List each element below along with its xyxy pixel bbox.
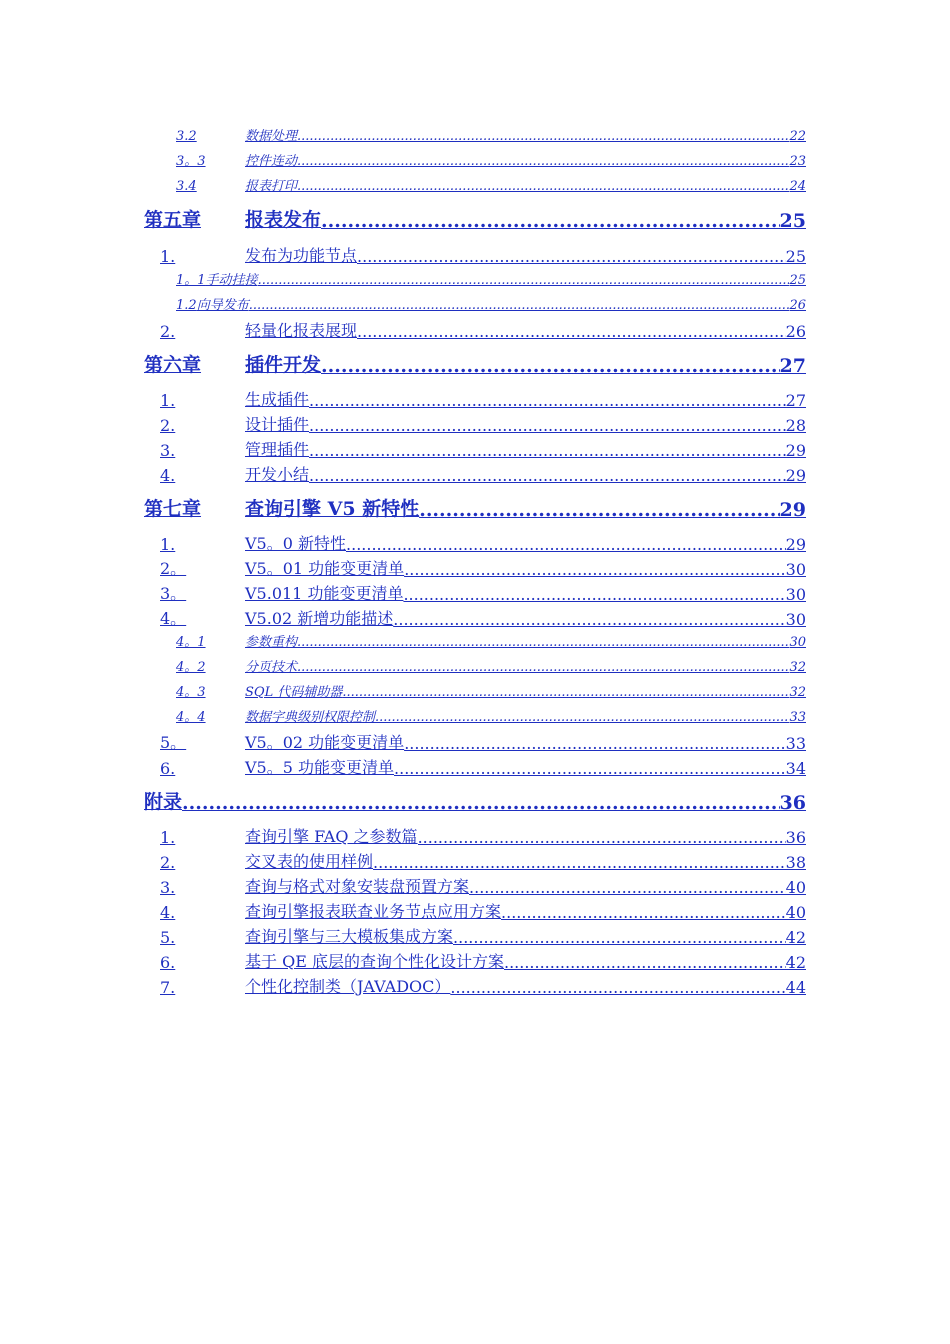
toc-entry-number: 6. <box>160 759 176 778</box>
toc-dot-leader <box>357 322 786 341</box>
toc-entry-page-number: 32 <box>789 685 806 700</box>
toc-entry-number: 2. <box>160 853 176 872</box>
toc-entry-number: 3.4 <box>176 179 197 194</box>
toc-entry[interactable] <box>144 790 806 814</box>
toc-dot-leader <box>342 685 789 700</box>
toc-dot-leader <box>309 441 786 460</box>
toc-dot-leader <box>418 828 786 847</box>
toc-entry-number: 1. <box>160 391 176 410</box>
toc-dot-leader <box>375 710 789 725</box>
toc-entry-number: 3. <box>160 441 176 460</box>
toc-dot-leader <box>393 610 785 629</box>
toc-dot-leader <box>309 391 786 410</box>
toc-entry-title: 设计插件 <box>245 415 310 434</box>
toc-entry-title: 交叉表的使用样例 <box>245 852 374 871</box>
toc-entry-page-number: 36 <box>779 792 806 814</box>
toc-dot-leader <box>258 273 790 288</box>
toc-entry-page-number: 29 <box>785 441 806 460</box>
toc-dot-leader <box>357 247 786 266</box>
toc-entry-number: 2. <box>160 416 176 435</box>
toc-entry-title: 查询与格式对象安装盘预置方案 <box>245 877 470 896</box>
toc-entry-number: 4. <box>160 466 176 485</box>
toc-entry-title: 查询引擎与三大模板集成方案 <box>245 927 454 946</box>
toc-entry-title: 手动挂接 <box>205 273 258 288</box>
toc-entry-number: 4。1 <box>176 635 206 650</box>
toc-dot-leader <box>309 416 786 435</box>
toc-entry-number: 2. <box>160 322 176 341</box>
toc-dot-leader <box>297 660 789 675</box>
toc-entry-number: 5。 <box>160 733 187 752</box>
toc-entry[interactable] <box>160 609 806 629</box>
toc-entry-number: 7. <box>160 978 176 997</box>
toc-entry[interactable] <box>144 353 806 377</box>
toc-entry[interactable] <box>176 271 806 288</box>
toc-entry-page-number: 44 <box>785 978 806 997</box>
toc-entry[interactable] <box>160 733 806 753</box>
toc-entry-page-number: 24 <box>789 179 806 194</box>
toc-entry[interactable] <box>160 559 806 579</box>
toc-entry-title: V5.011 功能变更清单 <box>245 584 404 603</box>
toc-entry-number: 第六章 <box>144 354 202 376</box>
toc-entry-title: 向导发布 <box>196 298 249 313</box>
toc-entry-page-number: 25 <box>785 247 806 266</box>
toc-entry[interactable] <box>176 708 806 725</box>
toc-entry[interactable] <box>176 658 806 675</box>
toc-entry[interactable] <box>160 902 806 922</box>
toc-entry-page-number: 30 <box>785 560 806 579</box>
toc-entry-page-number: 26 <box>789 298 806 313</box>
toc-entry-number: 第七章 <box>144 498 202 520</box>
toc-entry-page-number: 40 <box>785 903 806 922</box>
toc-dot-leader <box>469 878 786 897</box>
toc-entry[interactable] <box>160 827 806 847</box>
toc-entry-title: 开发小结 <box>245 465 310 484</box>
toc-entry-title: 查询引擎报表联查业务节点应用方案 <box>245 902 502 921</box>
toc-entry-title: V5。02 功能变更清单 <box>245 733 405 752</box>
toc-entry-title: 生成插件 <box>245 390 310 409</box>
toc-entry-number: 4。4 <box>176 710 206 725</box>
toc-entry-title: 查询引擎 FAQ 之参数篇 <box>245 827 418 846</box>
toc-dot-leader <box>309 466 786 485</box>
toc-entry[interactable] <box>176 177 806 194</box>
toc-entry-page-number: 23 <box>789 154 806 169</box>
toc-entry-number: 6. <box>160 953 176 972</box>
toc-entry-page-number: 34 <box>785 759 806 778</box>
toc-entry-page-number: 36 <box>785 828 806 847</box>
toc-entry-title: V5。5 功能变更清单 <box>245 758 395 777</box>
toc-entry-page-number: 33 <box>785 734 806 753</box>
toc-entry-number: 4. <box>160 903 176 922</box>
toc-dot-leader <box>297 635 789 650</box>
toc-entry-number: 1。1 <box>176 273 206 288</box>
toc-entry-title: 插件开发 <box>245 354 322 376</box>
toc-entry[interactable] <box>160 952 806 972</box>
toc-dot-leader <box>297 179 789 194</box>
toc-entry-number: 1. <box>160 247 176 266</box>
toc-entry[interactable] <box>160 246 806 266</box>
toc-entry[interactable] <box>160 534 806 554</box>
toc-entry[interactable] <box>176 296 806 313</box>
toc-dot-leader <box>504 953 786 972</box>
toc-entry-title: 附录 <box>144 791 183 813</box>
toc-entry-page-number: 25 <box>779 210 806 232</box>
toc-entry-title: 分页技术 <box>245 660 298 675</box>
toc-entry-title: 参数重构 <box>245 635 298 650</box>
toc-entry-title: V5.02 新增功能描述 <box>245 609 394 628</box>
toc-entry-page-number: 27 <box>779 355 806 377</box>
toc-entry-page-number: 29 <box>785 535 806 554</box>
toc-entry[interactable] <box>176 633 806 650</box>
toc-entry-title: V5。01 功能变更清单 <box>245 559 405 578</box>
toc-entry-number: 2。 <box>160 559 187 578</box>
toc-entry-title: 轻量化报表展现 <box>245 321 358 340</box>
toc-entry-number: 4。 <box>160 609 187 628</box>
toc-entry[interactable] <box>144 208 806 232</box>
toc-entry-page-number: 40 <box>785 878 806 897</box>
toc-entry-page-number: 30 <box>789 635 806 650</box>
toc-dot-leader <box>373 853 786 872</box>
toc-entry-number: 4。2 <box>176 660 206 675</box>
toc-entry[interactable] <box>160 758 806 778</box>
toc-entry-page-number: 25 <box>789 273 806 288</box>
toc-entry[interactable] <box>160 927 806 947</box>
toc-entry-page-number: 38 <box>785 853 806 872</box>
toc-entry-title: 报表打印 <box>245 179 298 194</box>
toc-entry-number: 3。 <box>160 584 187 603</box>
toc-entry-title: 管理插件 <box>245 440 310 459</box>
toc-entry[interactable] <box>176 127 806 144</box>
toc-entry-page-number: 26 <box>785 322 806 341</box>
toc-dot-leader <box>297 129 789 144</box>
toc-entry[interactable] <box>160 440 806 460</box>
toc-entry-page-number: 22 <box>789 129 806 144</box>
toc-dot-leader <box>501 903 786 922</box>
toc-entry-title: 发布为功能节点 <box>245 246 358 265</box>
toc-entry[interactable] <box>160 390 806 410</box>
toc-entry-title: 报表发布 <box>245 209 322 231</box>
toc-entry-title: 个性化控制类（JAVADOC） <box>245 977 451 996</box>
toc-entry-title: 控件连动 <box>245 154 298 169</box>
toc-dot-leader <box>297 154 789 169</box>
toc-entry[interactable] <box>160 584 806 604</box>
toc-entry[interactable] <box>160 465 806 485</box>
toc-entry-title: 基于 QE 底层的查询个性化设计方案 <box>245 952 504 971</box>
toc-entry-number: 3。3 <box>176 154 206 169</box>
toc-dot-leader <box>182 792 780 814</box>
toc-entry-page-number: 29 <box>785 466 806 485</box>
toc-entry-page-number: 42 <box>785 928 806 947</box>
toc-entry-title: SQL 代码辅助器 <box>245 685 343 700</box>
toc-entry-number: 1. <box>160 828 176 847</box>
toc-entry-number: 1. <box>160 535 176 554</box>
toc-dot-leader <box>450 978 785 997</box>
toc-dot-leader <box>321 355 780 377</box>
toc-entry-title: 数据字典级别权限控制 <box>245 710 376 725</box>
toc-entry-page-number: 33 <box>789 710 806 725</box>
toc-entry[interactable] <box>160 321 806 341</box>
toc-entry-number: 第五章 <box>144 209 202 231</box>
toc-dot-leader <box>321 210 780 232</box>
toc-entry-page-number: 28 <box>785 416 806 435</box>
toc-entry-page-number: 32 <box>789 660 806 675</box>
toc-entry-title: 数据处理 <box>245 129 298 144</box>
toc-entry[interactable] <box>160 877 806 897</box>
toc-dot-leader <box>346 535 786 554</box>
toc-entry-number: 3. <box>160 878 176 897</box>
toc-entry[interactable] <box>176 152 806 169</box>
toc-entry[interactable] <box>176 683 806 700</box>
toc-entry-page-number: 29 <box>779 499 806 521</box>
toc-entry-number: 3.2 <box>176 129 197 144</box>
toc-entry-page-number: 30 <box>785 610 806 629</box>
toc-dot-leader <box>394 759 786 778</box>
toc-entry-page-number: 27 <box>785 391 806 410</box>
toc-entry-number: 5. <box>160 928 176 947</box>
toc-entry-number: 4。3 <box>176 685 206 700</box>
toc-entry-title: 查询引擎 V5 新特性 <box>245 498 420 520</box>
toc-entry-title: V5。0 新特性 <box>245 534 347 553</box>
toc-entry[interactable] <box>160 977 806 997</box>
toc-entry[interactable] <box>160 852 806 872</box>
toc-dot-leader <box>249 298 790 313</box>
toc-dot-leader <box>419 499 779 521</box>
toc-entry[interactable] <box>144 497 806 521</box>
toc-entry-number: 1.2 <box>176 298 197 313</box>
toc-entry-page-number: 42 <box>785 953 806 972</box>
toc-dot-leader <box>404 560 785 579</box>
toc-entry-page-number: 30 <box>785 585 806 604</box>
toc-dot-leader <box>404 734 785 753</box>
toc-dot-leader <box>403 585 785 604</box>
toc-entry[interactable] <box>160 415 806 435</box>
toc-dot-leader <box>453 928 786 947</box>
